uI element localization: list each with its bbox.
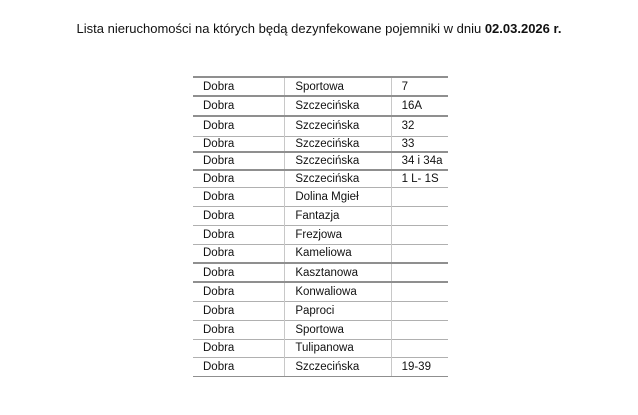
city-cell: Dobra xyxy=(193,225,285,244)
number-cell: 19-39 xyxy=(391,357,448,376)
number-cell xyxy=(391,206,448,225)
number-cell: 33 xyxy=(391,136,448,152)
city-cell: Dobra xyxy=(193,116,285,136)
number-cell: 32 xyxy=(391,116,448,136)
table-row xyxy=(193,357,448,376)
city-cell: Dobra xyxy=(193,339,285,357)
number-cell xyxy=(391,225,448,244)
street-cell: Paproci xyxy=(285,301,391,320)
city-cell: Dobra xyxy=(193,263,285,282)
table-row xyxy=(193,136,448,152)
street-cell: Sportowa xyxy=(285,320,391,339)
number-cell xyxy=(391,339,448,357)
table-row xyxy=(193,244,448,263)
number-cell xyxy=(391,301,448,320)
street-cell: Szczecińska xyxy=(285,116,391,136)
number-cell xyxy=(391,282,448,301)
number-cell xyxy=(391,263,448,282)
table-row xyxy=(193,263,448,282)
city-cell: Dobra xyxy=(193,170,285,187)
table-body xyxy=(193,77,448,376)
city-cell: Dobra xyxy=(193,282,285,301)
table-row xyxy=(193,320,448,339)
table-row xyxy=(193,339,448,357)
table-row xyxy=(193,152,448,170)
number-cell: 34 i 34a xyxy=(391,152,448,170)
city-cell: Dobra xyxy=(193,206,285,225)
table-row xyxy=(193,282,448,301)
street-cell: Tulipanowa xyxy=(285,339,391,357)
street-cell: Konwaliowa xyxy=(285,282,391,301)
number-cell: 16A xyxy=(391,96,448,116)
street-cell: Szczecińska xyxy=(285,170,391,187)
city-cell: Dobra xyxy=(193,244,285,263)
table-row xyxy=(193,301,448,320)
city-cell: Dobra xyxy=(193,187,285,206)
table-row xyxy=(193,96,448,116)
street-cell: Szczecińska xyxy=(285,96,391,116)
table-row xyxy=(193,170,448,187)
table-row xyxy=(193,116,448,136)
city-cell: Dobra xyxy=(193,152,285,170)
city-cell: Dobra xyxy=(193,357,285,376)
number-cell xyxy=(391,187,448,206)
number-cell xyxy=(391,320,448,339)
number-cell: 1 L- 1S xyxy=(391,170,448,187)
street-cell: Szczecińska xyxy=(285,152,391,170)
city-cell: Dobra xyxy=(193,77,285,96)
city-cell: Dobra xyxy=(193,301,285,320)
table-row xyxy=(193,206,448,225)
city-cell: Dobra xyxy=(193,96,285,116)
street-cell: Frezjowa xyxy=(285,225,391,244)
title-text: Lista nieruchomości na których będą dezynfekowane pojemniki w dniu xyxy=(76,21,482,36)
street-cell: Szczecińska xyxy=(285,136,391,152)
city-cell: Dobra xyxy=(193,136,285,152)
street-cell: Kameliowa xyxy=(285,244,391,263)
table-row xyxy=(193,187,448,206)
street-cell: Dolina Mgieł xyxy=(285,187,391,206)
street-cell: Szczecińska xyxy=(285,357,391,376)
street-cell: Kasztanowa xyxy=(285,263,391,282)
title-date: 02.03.2026 r. xyxy=(484,21,562,36)
page-title xyxy=(0,21,638,37)
street-cell: Fantazja xyxy=(285,206,391,225)
street-cell: Sportowa xyxy=(285,77,391,96)
table-row xyxy=(193,225,448,244)
number-cell xyxy=(391,244,448,263)
table-row xyxy=(193,77,448,96)
number-cell: 7 xyxy=(391,77,448,96)
properties-table xyxy=(193,76,448,377)
city-cell: Dobra xyxy=(193,320,285,339)
